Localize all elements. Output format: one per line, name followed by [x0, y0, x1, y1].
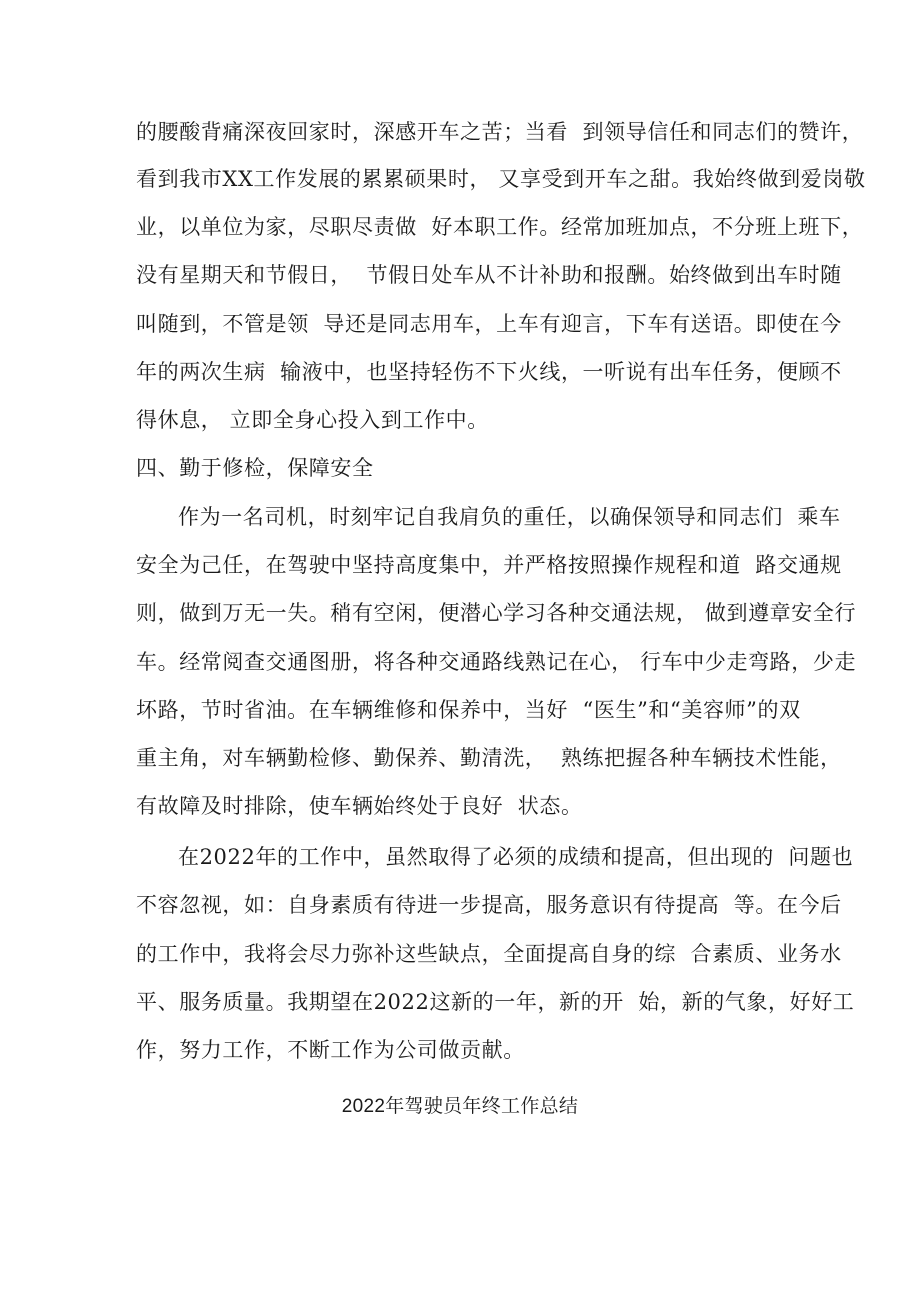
- paragraph1-line: 叫随到，不管是领 导还是同志用车，上车有迎言，下车有送语。即使在今: [136, 312, 842, 336]
- document-title: 2022年驾驶员年终工作总结: [341, 1096, 579, 1117]
- paragraph3-line: 不容忽视，如：自身素质有待进一步提高，服务意识有待提高 等。在今后: [136, 893, 842, 917]
- paragraph2-line: 则，做到万无一失。稍有空闲，便潜心学习各种交通法规， 做到遵章安全行: [136, 601, 857, 625]
- paragraph1-line: 没有星期天和节假日， 节假日处车从不计补助和报酬。始终做到出车时随: [136, 263, 842, 287]
- paragraph3-line: 平、服务质量。我期望在2022这新的一年，新的开 始，新的气象，好好工: [136, 990, 855, 1014]
- paragraph3-line: 在2022年的工作中，虽然取得了必须的成绩和提高，但出现的 问题也: [178, 845, 854, 869]
- paragraph1-line: 的腰酸背痛深夜回家时，深感开车之苦；当看 到领导信任和同志们的赞许，: [136, 120, 864, 144]
- paragraph1-line: 年的两次生病 输液中，也坚持轻伤不下火线，一听说有出车任务，便顾不: [136, 360, 842, 384]
- paragraph3-line: 的工作中，我将会尽力弥补这些缺点，全面提高自身的综 合素质、业务水: [136, 942, 842, 966]
- paragraph2-line: 车。经常阅查交通图册，将各种交通路线熟记在心， 行车中少走弯路，少走: [136, 650, 857, 674]
- paragraph1-line: 得休息， 立即全身心投入到工作中。: [136, 408, 489, 432]
- paragraph2-line: 安全为己任，在驾驶中坚持高度集中，并严格按照操作规程和道 路交通规: [136, 553, 842, 577]
- paragraph2-line: 有故障及时排除，使车辆始终处于良好 状态。: [136, 794, 583, 818]
- paragraph2-line: 重主角，对车辆勤检修、勤保养、勤清洗， 熟练把握各种车辆技术性能，: [136, 746, 842, 770]
- paragraph1-line: 看到我市XX工作发展的累累硕果时， 又享受到开车之甜。我始终做到爱岗敬: [136, 167, 866, 191]
- paragraph3-line: 作，努力工作，不断工作为公司做贡献。: [136, 1038, 525, 1062]
- paragraph2-line: 坏路，节时省油。在车辆维修和保养中，当好 “医生”和“美容师”的双: [136, 698, 801, 722]
- section-heading: 四、勤于修检，保障安全: [136, 456, 374, 480]
- paragraph2-line: 作为一名司机，时刻牢记自我肩负的重任，以确保领导和同志们 乘车: [178, 505, 841, 529]
- paragraph1-line: 业，以单位为家，尽职尽责做 好本职工作。经常加班加点，不分班上班下，: [136, 215, 864, 239]
